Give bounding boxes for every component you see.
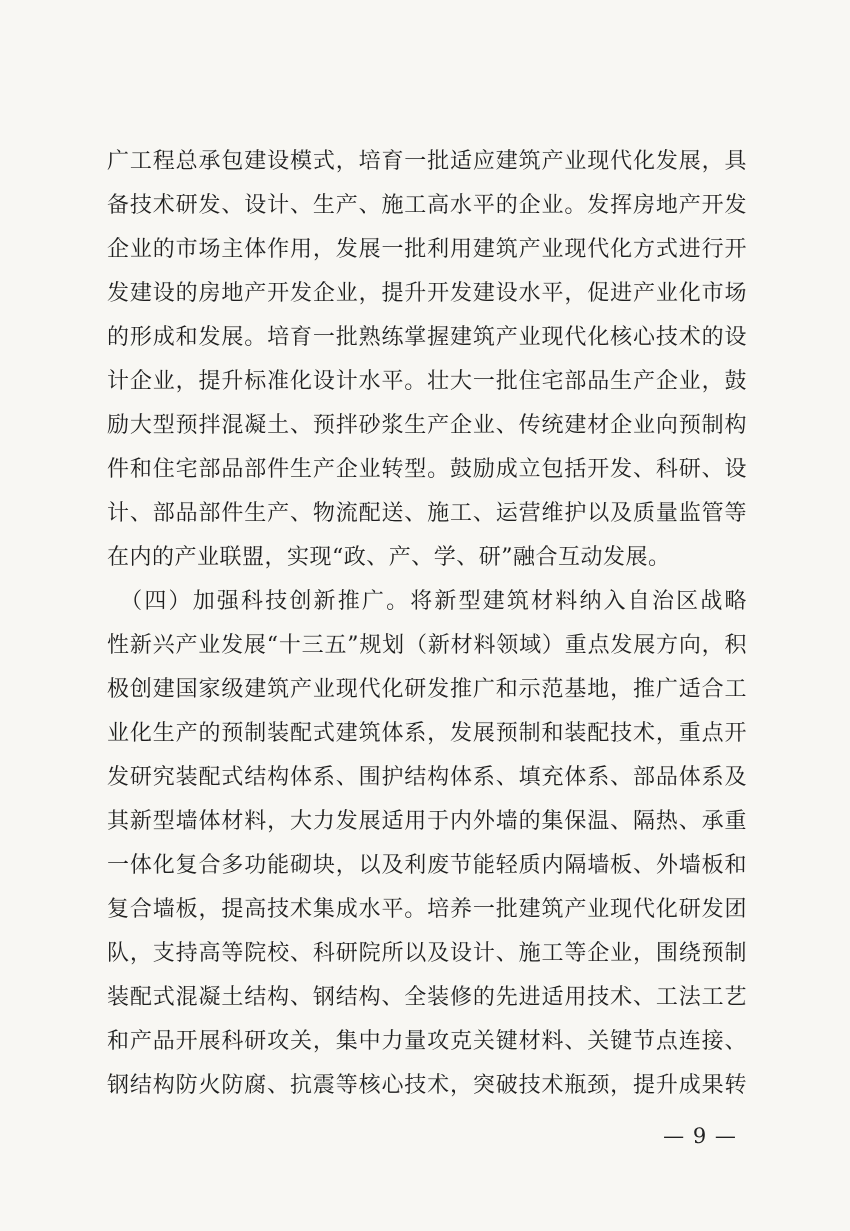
text-line: 在内的产业联盟，实现“政、产、学、研”融合互动发展。 [107, 545, 671, 570]
text-line: 一体化复合多功能砌块，以及利废节能轻质内隔墙板、外墙板和 [107, 853, 747, 878]
text-line: 计企业，提升标准化设计水平。壮大一批住宅部品生产企业，鼓 [107, 369, 747, 394]
text-line: 件和住宅部品部件生产企业转型。鼓励成立包括开发、科研、设 [107, 457, 747, 482]
text-line: 发建设的房地产开发企业，提升开发建设水平，促进产业化市场 [107, 281, 747, 306]
text-line: 队，支持高等院校、科研院所以及设计、施工等企业，围绕预制 [107, 941, 747, 966]
text-line: 钢结构防火防腐、抗震等核心技术，突破技术瓶颈，提升成果转 [107, 1073, 747, 1098]
text-line: 广工程总承包建设模式，培育一批适应建筑产业现代化发展，具 [107, 149, 747, 174]
text-line: 装配式混凝土结构、钢结构、全装修的先进适用技术、工法工艺 [107, 985, 747, 1010]
text-line: 和产品开展科研攻关，集中力量攻克关键材料、关键节点连接、 [107, 1029, 747, 1054]
text-line: 其新型墙体材料，大力发展适用于内外墙的集保温、隔热、承重 [107, 809, 747, 834]
text-line: 计、部品部件生产、物流配送、施工、运营维护以及质量监管等 [107, 501, 747, 526]
text-line: 业化生产的预制装配式建筑体系，发展预制和装配技术，重点开 [107, 721, 747, 746]
section-heading-line: （四）加强科技创新推广。将新型建筑材料纳入自治区战略 [107, 589, 747, 614]
text-line: 的形成和发展。培育一批熟练掌握建筑产业现代化核心技术的设 [107, 325, 747, 350]
text-line: 企业的市场主体作用，发展一批利用建筑产业现代化方式进行开 [107, 237, 747, 262]
text-line: 备技术研发、设计、生产、施工高水平的企业。发挥房地产开发 [107, 193, 747, 218]
text-line: 性新兴产业发展“十三五”规划（新材料领域）重点发展方向，积 [107, 633, 747, 658]
text-line: 发研究装配式结构体系、围护结构体系、填充体系、部品体系及 [107, 765, 747, 790]
body-text [107, 140, 747, 1108]
text-line: 极创建国家级建筑产业现代化研发推广和示范基地，推广适合工 [107, 677, 747, 702]
text-line: 复合墙板，提高技术集成水平。培养一批建筑产业现代化研发团 [107, 897, 747, 922]
text-line: 励大型预拌混凝土、预拌砂浆生产企业、传统建材企业向预制构 [107, 413, 747, 438]
page-number: — 9 — [663, 1124, 737, 1148]
